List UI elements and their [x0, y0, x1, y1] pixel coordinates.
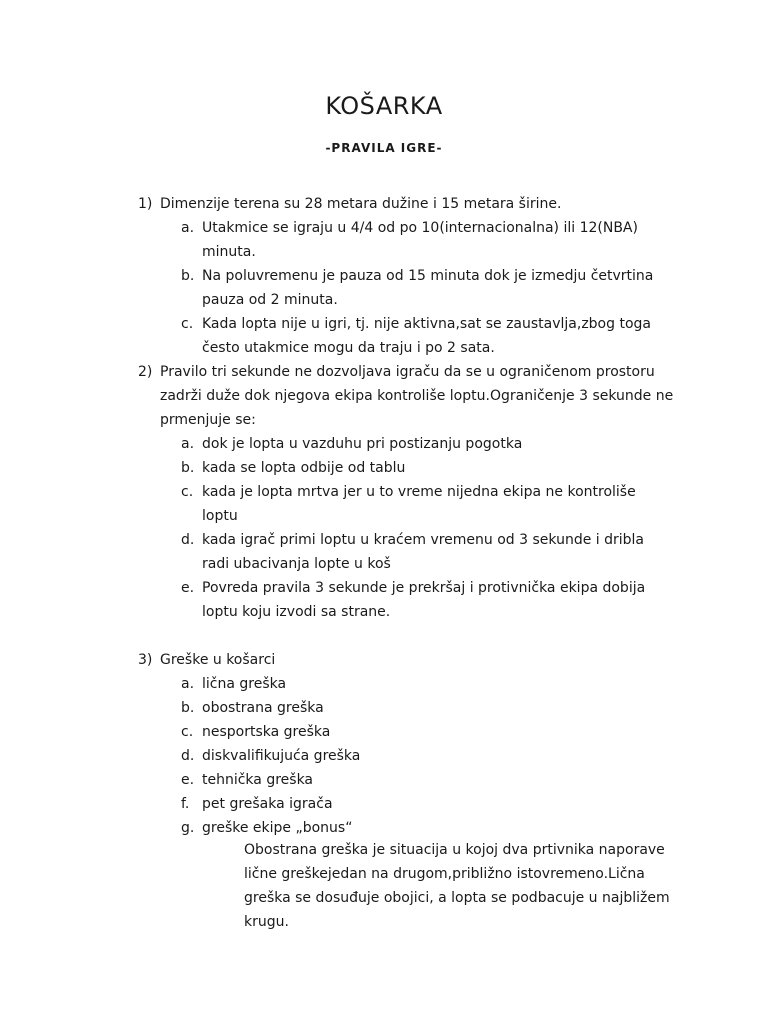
section-2-item-c-line-2: loptu: [202, 508, 238, 524]
section-3-item-c-line: nesportska greška: [202, 724, 331, 740]
section-1-item-a-marker: a.: [181, 220, 195, 236]
section-1-item-a-line-2: minuta.: [202, 244, 256, 260]
section-1-item-c-line-2: često utakmice mogu da traju i po 2 sata.: [202, 340, 495, 356]
section-3-item-c-marker: c.: [181, 724, 194, 740]
section-3-item-f-marker: f.: [181, 796, 190, 812]
section-3-item-b-line: obostrana greška: [202, 700, 324, 716]
section-2-item-e-line-2: loptu koju izvodi sa strane.: [202, 604, 391, 620]
section-3-text-line: Greške u košarci: [160, 652, 276, 668]
section-3-item-d-line: diskvalifikujuća greška: [202, 748, 361, 764]
section-2-item-d-line-2: radi ubacivanja lopte u koš: [202, 556, 391, 572]
section-2-marker: 2): [138, 364, 153, 380]
section-3-note-line-3: greška se dosuđuje obojici, a lopta se podbacuje u najbližem: [244, 890, 670, 906]
section-2-item-c-line-1: kada je lopta mrtva jer u to vreme nijedna ekipa ne kontroliše: [202, 484, 636, 500]
section-3-note-line-1: Obostrana greška je situacija u kojoj dva prtivnika naporave: [244, 842, 665, 858]
section-3-item-b-marker: b.: [181, 700, 195, 716]
section-2-item-b-line-1: kada se lopta odbije od tablu: [202, 460, 406, 476]
section-1-item-b-line-1: Na poluvremenu je pauza od 15 minuta dok je izmedju četvrtina: [202, 268, 654, 284]
section-3-item-a-line: lična greška: [202, 676, 287, 692]
section-1-text-line: Dimenzije terena su 28 metara dužine i 15 metara širine.: [160, 196, 562, 212]
section-1-item-a-line-1: Utakmice se igraju u 4/4 od po 10(internacionalna) ili 12(NBA): [202, 220, 638, 236]
section-3-item-a-marker: a.: [181, 676, 195, 692]
section-3-item-g-line: greške ekipe „bonus“: [202, 820, 353, 836]
section-2-text-line-2: zadrži duže dok njegova ekipa kontroliše loptu.Ograničenje 3 sekunde ne: [160, 388, 674, 404]
section-2-item-d-line-1: kada igrač primi loptu u kraćem vremenu od 3 sekunde i dribla: [202, 532, 645, 548]
section-1-item-c-line-1: Kada lopta nije u igri, tj. nije aktivna,sat se zaustavlja,zbog toga: [202, 316, 651, 332]
section-3-item-d-marker: d.: [181, 748, 195, 764]
section-1-item-c-marker: c.: [181, 316, 194, 332]
section-2-item-e-marker: e.: [181, 580, 195, 596]
section-1-marker: 1): [138, 196, 153, 212]
section-3-item-f-line: pet grešaka igrača: [202, 796, 333, 812]
section-3-item-e-line: tehnička greška: [202, 772, 314, 788]
section-2-item-a-marker: a.: [181, 436, 195, 452]
section-3-item-g-marker: g.: [181, 820, 195, 836]
section-3-note-line-4: krugu.: [244, 914, 289, 930]
section-1-item-b-marker: b.: [181, 268, 195, 284]
section-3-item-e-marker: e.: [181, 772, 195, 788]
section-2-item-a-line-1: dok je lopta u vazduhu pri postizanju pogotka: [202, 436, 523, 452]
document-title: KOŠARKA: [325, 92, 443, 120]
section-3-marker: 3): [138, 652, 153, 668]
section-1-item-b-line-2: pauza od 2 minuta.: [202, 292, 338, 308]
section-2-text-line-1: Pravilo tri sekunde ne dozvoljava igraču da se u ograničenom prostoru: [160, 364, 655, 380]
section-2-item-b-marker: b.: [181, 460, 195, 476]
section-2-text-line-3: prmenjuje se:: [160, 412, 256, 428]
document-subtitle: -PRAVILA IGRE-: [325, 141, 443, 155]
section-2-item-d-marker: d.: [181, 532, 195, 548]
section-2-item-e-line-1: Povreda pravila 3 sekunde je prekršaj i protivnička ekipa dobija: [202, 580, 646, 596]
section-3-note-line-2: lične greškejedan na drugom,približno istovremeno.Lična: [244, 866, 645, 882]
section-2-item-c-marker: c.: [181, 484, 194, 500]
